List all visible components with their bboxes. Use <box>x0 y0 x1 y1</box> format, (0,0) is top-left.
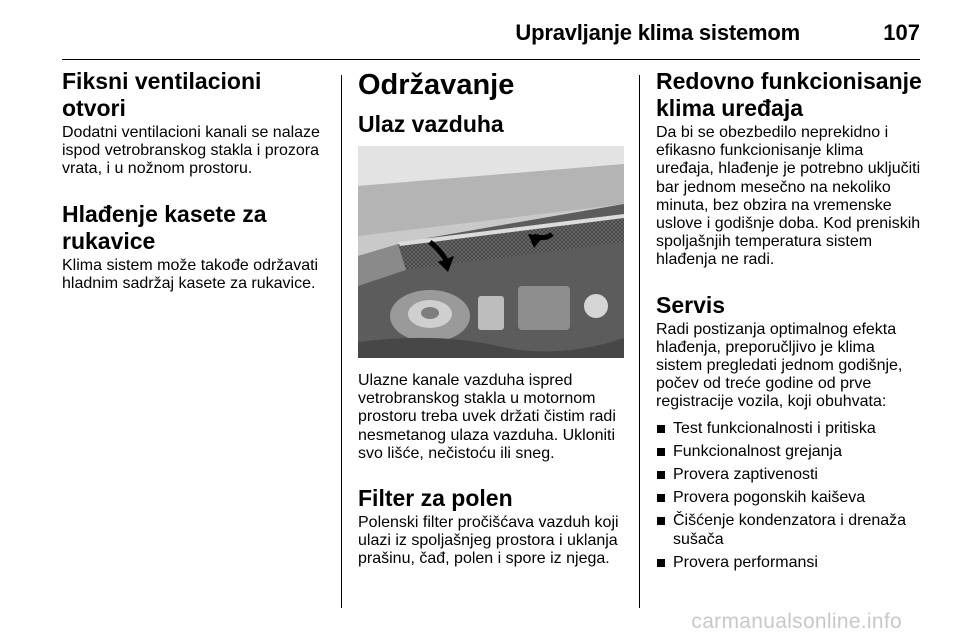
column-divider-1 <box>341 75 342 608</box>
list-item: Provera pogonskih kaiševa <box>656 489 924 507</box>
list-item: Funkcionalnost grejanja <box>656 443 924 461</box>
air-intake-photo <box>358 146 624 358</box>
list-item: Provera performansi <box>656 554 924 572</box>
list-item: Provera zaptivenosti <box>656 466 924 484</box>
chapter-title-maintenance: Održavanje <box>358 69 515 101</box>
section-text-regular-operation: Da bi se obezbedilo neprekidno i efikasno funkcionisanje klima uređaja, hlađenje je potrebno uključiti bar jednom mesečno na nekoliko minuta, bez obzira na vremenske uslove i godišnje doba. Kod preniskih spoljašnjih temperatura sistem hlađenja ne radi. <box>656 124 921 269</box>
watermark-text: carmanualsonline.info <box>691 610 902 633</box>
page-header <box>0 0 960 62</box>
header-rule <box>62 59 920 60</box>
engine-bay-illustration <box>358 146 624 358</box>
column-divider-2 <box>639 75 640 608</box>
section-title-fixed-vents: Fiksni ventilacioni otvori <box>62 68 262 121</box>
section-title-air-intake: Ulaz vazduha <box>358 111 504 137</box>
section-text-pollen-filter: Polenski filter pročišćava vazduh koji ulazi iz spoljašnjeg prostora i uklanja prašinu, čađ, polen i spore iz njega. <box>358 514 619 568</box>
header-title: Upravljanje klima sistemom <box>515 20 800 45</box>
service-checklist <box>656 420 924 572</box>
column-middle <box>358 68 624 569</box>
list-item: Čišćenje kondenzatora i drenaža sušača <box>656 512 924 548</box>
page-number: 107 <box>883 20 920 45</box>
section-text-air-intake: Ulazne kanale vazduha ispred vetrobranskog stakla u motornom prostoru treba uvek držati čistim radi nesmetanog ulaza vazduha. Ukloniti svo lišće, nečistoću ili sneg. <box>358 372 616 462</box>
section-text-service: Radi postizanja optimalnog efekta hlađenja, preporučljivo je klima sistem pregledati jednom godišnje, počev od treće godine od prve registracije vozila, koji obuhvata: <box>656 320 903 411</box>
section-title-regular-operation: Redovno funkcionisanje klima uređaja <box>656 68 922 121</box>
column-right <box>656 68 924 577</box>
section-title-glovebox-cooling: Hlađenje kasete za rukavice <box>62 200 267 254</box>
section-text-glovebox-cooling: Klima sistem može takođe održavati hladnim sadržaj kasete za rukavice. <box>62 256 319 292</box>
section-title-pollen-filter: Filter za polen <box>358 485 513 512</box>
section-title-service: Servis <box>656 291 726 318</box>
section-text-fixed-vents: Dodatni ventilacioni kanali se nalaze ispod vetrobranskog stakla i prozora vrata, i u nožnom prostoru. <box>62 124 320 178</box>
list-item: Test funkcionalnosti i pritiska <box>656 420 924 438</box>
column-left <box>62 68 324 293</box>
